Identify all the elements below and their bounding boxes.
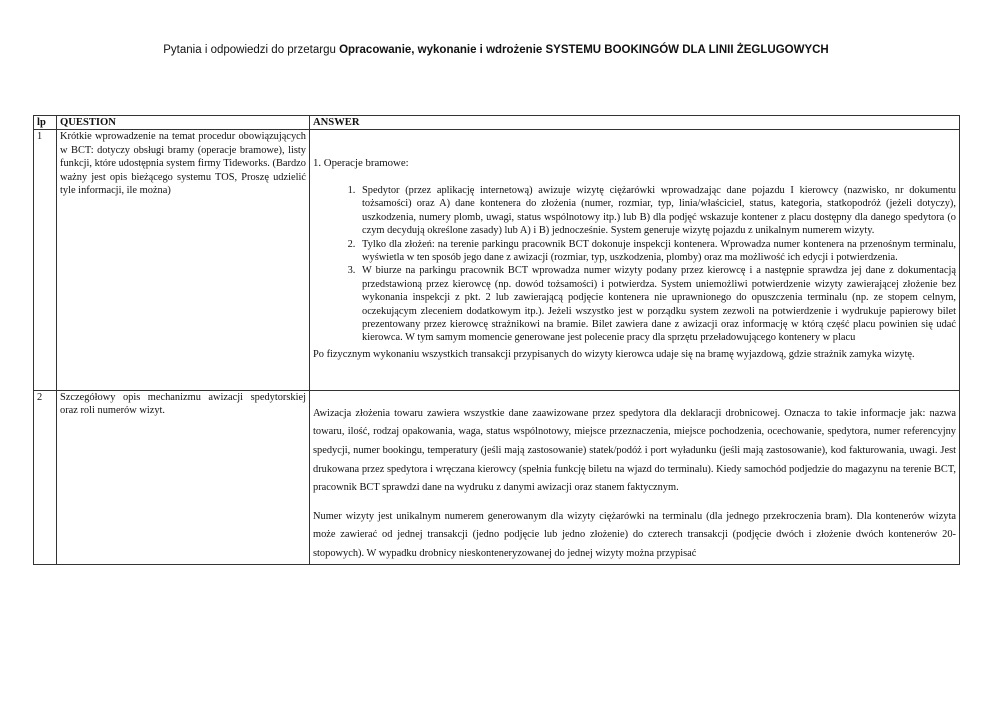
header-question: QUESTION — [57, 116, 310, 130]
title-bold: Opracowanie, wykonanie i wdrożenie SYSTEMU BOOKINGÓW DLA LINII ŻEGLUGOWYCH — [339, 44, 829, 56]
question-cell: Krótkie wprowadzenie na temat procedur obowiązujących w BCT: dotyczy obsługi bramy (operacje bramowe), listy funkcji, które udostępnia system firmy Tideworks. (Bardzo ważny jest opis bieżącego systemu TOS, Proszę udzielić tyle informacji, ile można) — [57, 130, 310, 391]
list-item: 2. Tylko dla złożeń: na terenie parkingu pracownik BCT dokonuje inspekcji kontenera. Wprowadza numer kontenera na przenośnym terminalu, wyświetla w ten sposób jego dane z awizacji (rozmiar, typ, uszkodzenia, plomby) oraz ma możliwość ich edycji i potwierdzenia. — [358, 238, 956, 265]
table-row — [34, 130, 960, 391]
answer-paragraph: Numer wizyty jest unikalnym numerem generowanym dla wizyty ciężarówki na terminalu (dla jednego przekroczenia bram). Dla kontenerów wizyta może zawierać od jednej transakcji (jedno podjęcie lub jedno złożenie) do czterech transakcji (podjęcie dwóch i złożenie dwóch kontenerów 20-stopowych). W wypadku drobnicy nieskonteneryzowanej do jednej wizyty można przypisać — [313, 510, 956, 560]
row-number: 1 — [34, 130, 57, 391]
answer-closing: Po fizycznym wykonaniu wszystkich transakcji przypisanych do wizyty kierowca udaje się na bramę wyjazdową, gdzie strażnik zamyka wizytę. — [313, 348, 915, 360]
answer-steps-list — [313, 184, 956, 345]
table-row — [34, 390, 960, 564]
row-number: 2 — [34, 390, 57, 564]
answer-paragraph: Awizacja złożenia towaru zawiera wszystkie dane zaawizowane przez spedytora dla deklaracji drobnicowej. Oznacza to takie informacje jak: nazwa towaru, ilość, rodzaj opakowania, waga, status wspólnotowy, miejsce przeznaczenia, miejsce pochodzenia, ocechowanie, spedytora, numer referencyjny spedycji, numer bookingu, temperatury (jeśli mają zastosowanie) statek/podóż i port wyładunku (jeśli mają zastosowanie), kod fakturowania, uwagi. Jest drukowana przez spedytora i wręczana kierowcy (spełnia funkcję biletu na wjazd do terminalu). Kiedy samochód podjedzie do magazynu na terenie BCT, pracownik BCT sprawdzi dane na wydruku z danymi awizacji oraz stanem faktycznym. — [313, 407, 956, 494]
answer-cell — [310, 130, 960, 391]
qa-table — [33, 115, 960, 565]
document-title — [0, 44, 992, 56]
question-cell: Szczegółowy opis mechanizmu awizacji spedytorskiej oraz roli numerów wizyt. — [57, 390, 310, 564]
answer-intro: 1. Operacje bramowe: — [313, 157, 409, 169]
answer-cell — [310, 390, 960, 564]
header-answer: ANSWER — [310, 116, 960, 130]
header-lp: lp — [34, 116, 57, 130]
title-prefix: Pytania i odpowiedzi do przetargu — [163, 44, 340, 56]
table-header-row — [34, 116, 960, 130]
list-item: 3. W biurze na parkingu pracownik BCT wprowadza numer wizyty podany przez kierowcę i a następnie sprawdza jej dane z dokumentacją przedstawioną przez kierowcę (np. dowód tożsamości) i potwierdza. System uniemożliwi potwierdzenie wizyty zawierającej złożenie bez wykonania inspekcji z pkt. 2 lub zawierającą podjęcie kontenera nie uprawnionego do opuszczenia terminalu (np. ze stopem celnym, oczekującym zleceniem dodatkowym itp.). Jeżeli wszystko jest w porządku system zezwoli na potwierdzenie i wydrukuje papierowy bilet prezentowany przez kierowcę strażnikowi na bramie. Bilet zawiera dane z awizacji oraz informację w którą część placu powinien się udać kierowca. W tym samym momencie generowane jest polecenie pracy dla sprzętu przeładowującego kontenery w placu — [358, 264, 956, 344]
list-item: 1. Spedytor (przez aplikację internetową) awizuje wizytę ciężarówki wprowadzając dane pojazdu I kierowcy (nazwisko, nr dokumentu tożsamości) oraz A) dane kontenera do złożenia (numer, rozmiar, typ, linia/właściciel, status, kategoria, statkopodróż (jeżeli dotyczy), uszkodzenia, numery plomb, uwagi, status wspólnotowy itp.) lub B) dla podjęć wskazuje kontener z placu dostępny dla danego spedytora (o czym decydują określone zasady) lub A) i B) jednocześnie. System generuje wizytę pojazdu z unikalnym numerem wizyty. — [358, 184, 956, 238]
